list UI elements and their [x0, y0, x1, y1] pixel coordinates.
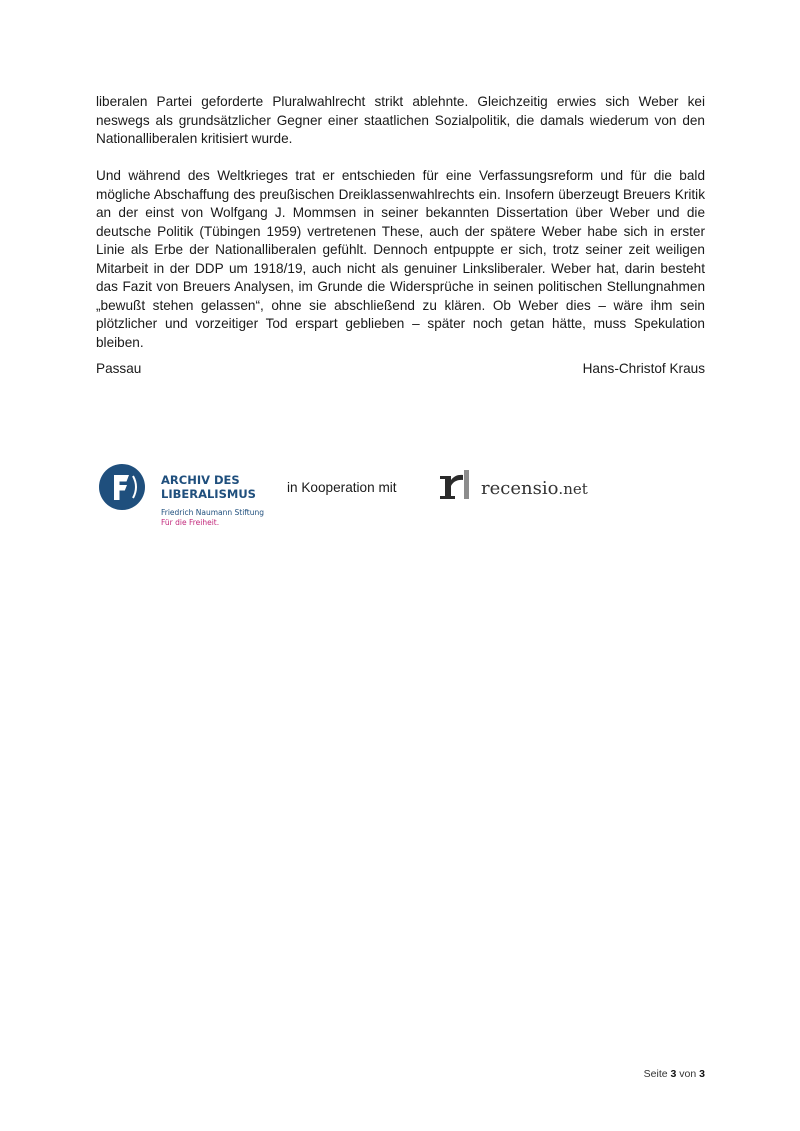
signature-row	[96, 360, 705, 379]
fns-subtitle	[161, 508, 264, 527]
footer-prefix: Seite	[643, 1068, 668, 1080]
body-text	[96, 93, 705, 371]
text-line: Und während des Weltkrieges trat er entschieden für eine Verfassungsreform und für die bald	[96, 168, 705, 183]
recensio-r-icon	[438, 466, 472, 500]
text-line: mögliche Abschaffung des preußischen Dreiklassenwahlrechts ein. Insofern überzeugt Breuers	[96, 186, 675, 202]
fns-f-circle-icon	[99, 464, 145, 510]
page-footer	[644, 1068, 705, 1080]
text-line: den Nationalliberalen kritisiert wurde.	[96, 112, 705, 146]
cooperation-text: in Kooperation mit	[287, 480, 397, 495]
fns-foundation-name: Friedrich Naumann Stiftung	[161, 508, 264, 517]
text-line: die deutsche Politik (Tübingen 1959) vertretenen These, auch der spätere Weber habe sich in	[96, 205, 705, 239]
recensio-name: recensio	[481, 478, 559, 499]
recensio-logo	[438, 466, 608, 506]
paragraph-2	[96, 167, 705, 352]
footer-total-pages: 3	[699, 1068, 705, 1080]
text-line: Spekulation bleiben.	[96, 316, 705, 350]
fns-title-line: ARCHIV DES	[161, 473, 240, 487]
text-line: neswegs als grundsätzlicher Gegner einer staatlichen Sozialpolitik, die damals wiederum von	[96, 112, 683, 128]
footer-current-page: 3	[670, 1068, 677, 1080]
text-line: darin besteht das Fazit von Breuers Analysen, im Grunde die Widersprüche in seinen politischen	[96, 260, 705, 294]
text-line: wäre ihm sein plötzlicher und vorzeitiger Tod erspart geblieben – später noch getan hätte, muss	[96, 297, 705, 331]
signature-author: Hans-Christof Kraus	[582, 361, 705, 376]
text-line: liberalen Partei geforderte Pluralwahlrecht strikt ablehnte. Gleichzeitig erwies sich Weber kei	[96, 94, 705, 109]
text-line: Stellungnahmen „bewußt stehen gelassen“, ohne sie abschließend zu klären. Ob Weber dies –	[96, 279, 705, 313]
archiv-liberalismus-logo	[96, 462, 276, 532]
text-line: weiligen Mitarbeit in der DDP um 1918/19, auch nicht als genuiner Linksliberaler. Weber hat,	[96, 242, 705, 276]
fns-title-line: LIBERALISMUS	[161, 487, 256, 501]
logo-bar	[96, 462, 616, 532]
recensio-tld: .net	[558, 480, 588, 498]
paragraph-1	[96, 93, 705, 149]
fns-slogan: Für die Freiheit.	[161, 517, 220, 527]
fns-title	[161, 473, 256, 501]
footer-separator: von	[679, 1068, 697, 1080]
recensio-wordmark	[481, 478, 588, 499]
text-line: erster Linie als Erbe der Nationalliberalen gefühlt. Dennoch entpuppte er sich, trotz seiner zeit	[96, 223, 705, 257]
text-line: Kritik an der einst von Wolfgang J. Mommsen in seiner bekannten Dissertation über Weber und	[96, 186, 705, 220]
signature-place: Passau	[96, 361, 142, 376]
